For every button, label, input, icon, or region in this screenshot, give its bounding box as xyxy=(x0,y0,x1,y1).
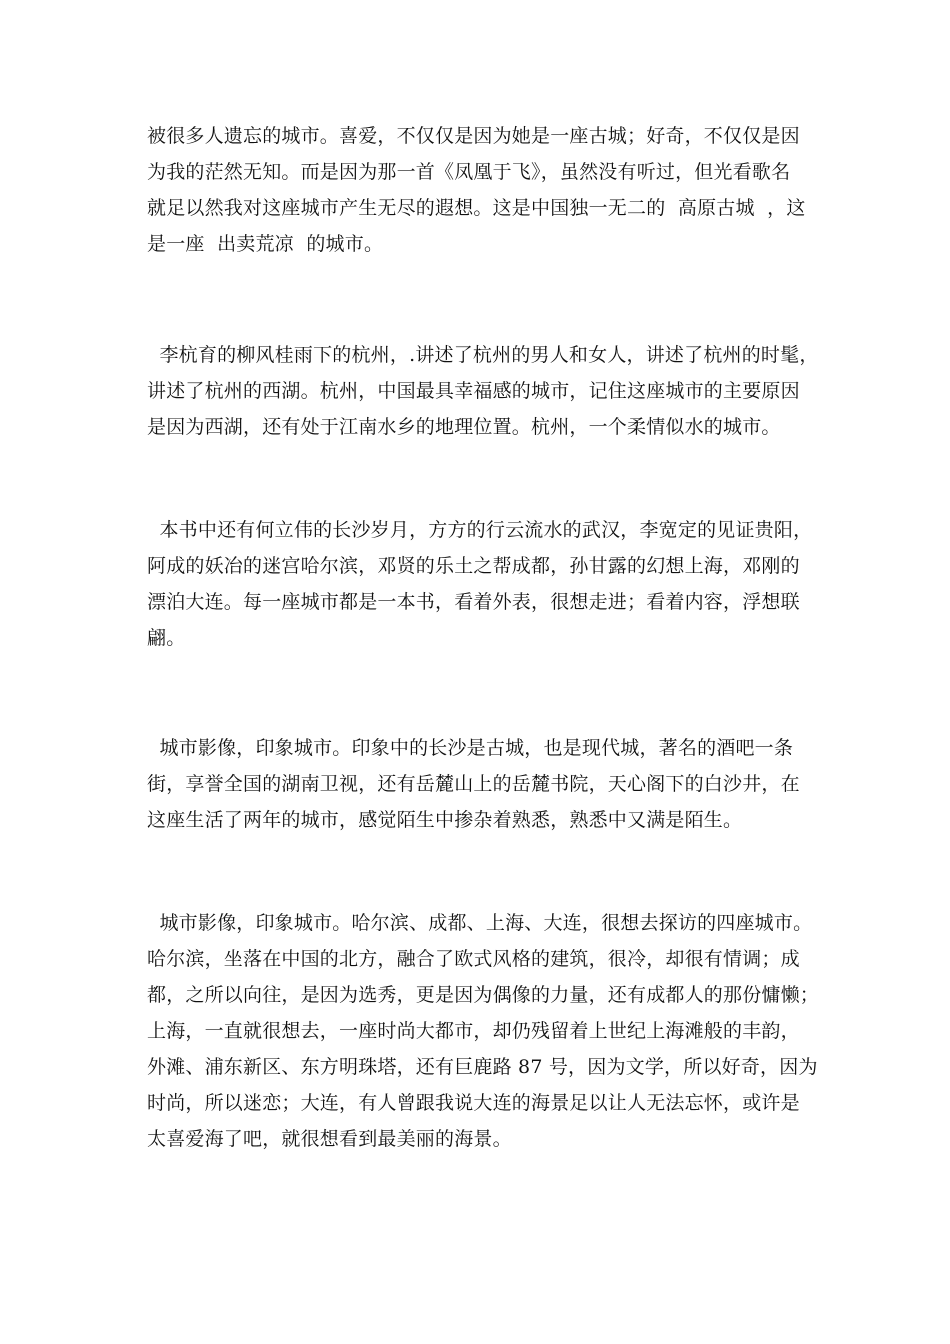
text-line: 都，之所以向往，是因为选秀，更是因为偶像的力量，还有成都人的那份慵懒； xyxy=(147,984,820,1006)
paragraph-1 xyxy=(147,118,815,262)
text-line: 太喜爱海了吧，就很想看到最美丽的海景。 xyxy=(147,1128,512,1150)
text-line: 这座生活了两年的城市，感觉陌生中掺杂着熟悉，熟悉中又满是陌生。 xyxy=(147,809,743,831)
text-line: 城市影像，印象城市。印象中的长沙是古城，也是现代城，著名的酒吧一条 xyxy=(147,737,794,759)
text-line: 本书中还有何立伟的长沙岁月，方方的行云流水的武汉，李宽定的见证贵阳， xyxy=(147,519,813,541)
text-line: 外滩、浦东新区、东方明珠塔，还有巨鹿路 87 号，因为文学，所以好奇，因为 xyxy=(147,1056,818,1078)
text-line: 城市影像，印象城市。哈尔滨、成都、上海、大连，很想去探访的四座城市。 xyxy=(147,912,813,934)
text-line: 哈尔滨，坐落在中国的北方，融合了欧式风格的建筑，很冷，却很有情调；成 xyxy=(147,948,800,970)
paragraph-5 xyxy=(147,905,820,1157)
text-line: 阿成的妖冶的迷宫哈尔滨，邓贤的乐土之帮成都，孙甘露的幻想上海，邓刚的 xyxy=(147,555,800,577)
text-line: 是因为西湖，还有处于江南水乡的地理位置。杭州，一个柔情似水的城市。 xyxy=(147,416,781,438)
text-line: 为我的茫然无知。而是因为那一首《凤凰于飞》，虽然没有听过，但光看歌名 xyxy=(147,161,791,183)
text-line: 是一座 出卖荒凉 的城市。 xyxy=(147,233,384,255)
text-line: 讲述了杭州的西湖。杭州，中国最具幸福感的城市，记住这座城市的主要原因 xyxy=(147,380,800,402)
text-line: 被很多人遗忘的城市。喜爱，不仅仅是因为她是一座古城；好奇，不仅仅是因 xyxy=(147,125,800,147)
text-line: 街，享誉全国的湖南卫视，还有岳麓山上的岳麓书院，天心阁下的白沙井，在 xyxy=(147,773,800,795)
paragraph-2 xyxy=(147,337,819,445)
text-line: 翩。 xyxy=(147,627,186,649)
text-line: 上海，一直就很想去，一座时尚大都市，却仍残留着上世纪上海滩般的丰韵， xyxy=(147,1020,800,1042)
paragraph-4 xyxy=(147,730,815,838)
paragraph-3 xyxy=(147,512,815,656)
text-line: 就足以然我对这座城市产生无尽的遐想。这是中国独一无二的 高原古城 ，这 xyxy=(147,197,806,219)
text-line: 漂泊大连。每一座城市都是一本书，看着外表，很想走进；看着内容，浮想联 xyxy=(147,591,800,613)
text-line: 李杭育的柳风桂雨下的杭州，.讲述了杭州的男人和女人，讲述了杭州的时髦， xyxy=(147,344,819,366)
text-line: 时尚，所以迷恋；大连，有人曾跟我说大连的海景足以让人无法忘怀，或许是 xyxy=(147,1092,800,1114)
